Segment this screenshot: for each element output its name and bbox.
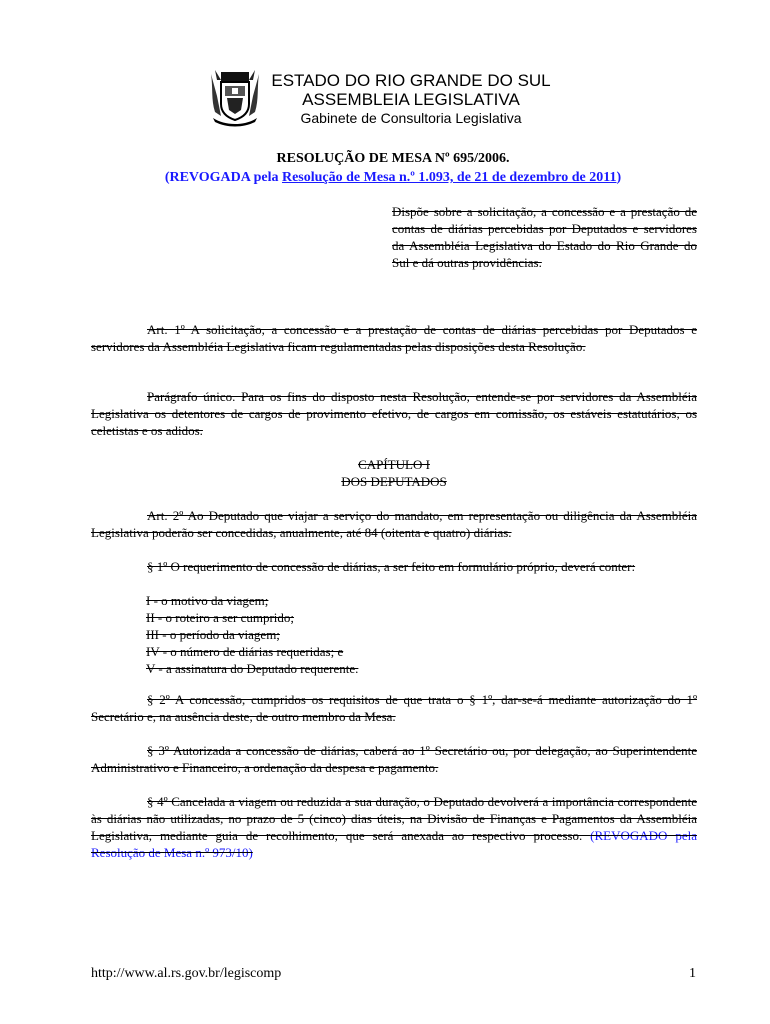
paragraph-3: § 3º Autorizada a concessão de diárias, caberá ao 1º Secretário ou, por delegação, ao Superintendente Administrativo e Financeiro, a ordenação da despesa e pagamento.: [91, 743, 697, 775]
paragraph-4-revocation: (REVOGADO pela Resolução de Mesa n.º 973/10): [91, 828, 697, 860]
paragraph-4: [91, 793, 697, 861]
revocation-link[interactable]: Resolução de Mesa n.º 1.093, de 21 de dezembro de 2011: [281, 170, 617, 185]
revocation-note: [90, 169, 696, 187]
revocation-close: ): [616, 170, 622, 185]
paragraph-2: § 2º A concessão, cumpridos os requisitos de que trata o § 1º, dar-se-á mediante autorização do 1º Secretário e, na ausência deste, de outro membro da Mesa.: [91, 692, 697, 724]
list-item: IV - o número de diárias requeridas; e: [146, 644, 344, 659]
article-1: Art. 1º A solicitação, a concessão e a prestação de contas de diárias percebidas por Deputados e servidores da Assembléia Legislativa ficam regulamentadas pelas disposições desta Resolução.: [91, 322, 697, 354]
header-assembly: ASSEMBLEIA LEGISLATIVA: [302, 90, 520, 109]
article-2: Art. 2º Ao Deputado que viajar a serviço do mandato, em representação ou diligência da Assembléia Legislativa poderão ser concedidas, anualmente, até 84 (oitenta e quatro) diárias.: [91, 508, 697, 540]
header-state: ESTADO DO RIO GRANDE DO SUL: [271, 71, 551, 90]
revocation-open: (REVOGADA pela: [164, 170, 282, 185]
list-item: II - o roteiro a ser cumprido;: [146, 610, 295, 625]
header-cabinet: Gabinete de Consultoria Legislativa: [300, 110, 522, 126]
chapter-number: CAPÍTULO I: [358, 457, 430, 472]
paragraph-1: § 1º O requerimento de concessão de diárias, a ser feito em formulário próprio, deverá conter:: [147, 559, 636, 574]
coat-of-arms-icon: [207, 66, 263, 128]
chapter-title: DOS DEPUTADOS: [341, 474, 447, 489]
ementa: Dispõe sobre a solicitação, a concessão e a prestação de contas de diárias percebidas por Deputados e servidores da Assembléia Legislativa do Estado do Rio Grande do Sul e dá outras providências.: [392, 204, 697, 270]
page-number: 1: [689, 966, 696, 981]
paragraph-unique: Parágrafo único. Para os fins do disposto nesta Resolução, entende-se por servidores da Assembléia Legislativa os detentores de cargos de provimento efetivo, de cargos em comissão, os estáveis estatutários, os celetistas e os adidos.: [91, 389, 697, 438]
incisos-list: [146, 592, 546, 677]
paragraph-4-text: § 4º Cancelada a viagem ou reduzida a sua duração, o Deputado devolverá a importância correspondente às diárias não utilizadas, no prazo de 5 (cinco) dias úteis, na Divisão de Finanças e Pagamentos da Assembléia Legislativa, mediante guia de recolhimento, que será anexada ao respectivo processo.: [91, 794, 697, 843]
list-item: III - o período da viagem;: [146, 627, 280, 642]
list-item: I - o motivo da viagem;: [146, 593, 269, 608]
page-title: RESOLUÇÃO DE MESA Nº 695/2006.: [276, 151, 510, 166]
list-item: V - a assinatura do Deputado requerente.: [146, 661, 359, 676]
footer-url: http://www.al.rs.gov.br/legiscomp: [91, 966, 282, 981]
